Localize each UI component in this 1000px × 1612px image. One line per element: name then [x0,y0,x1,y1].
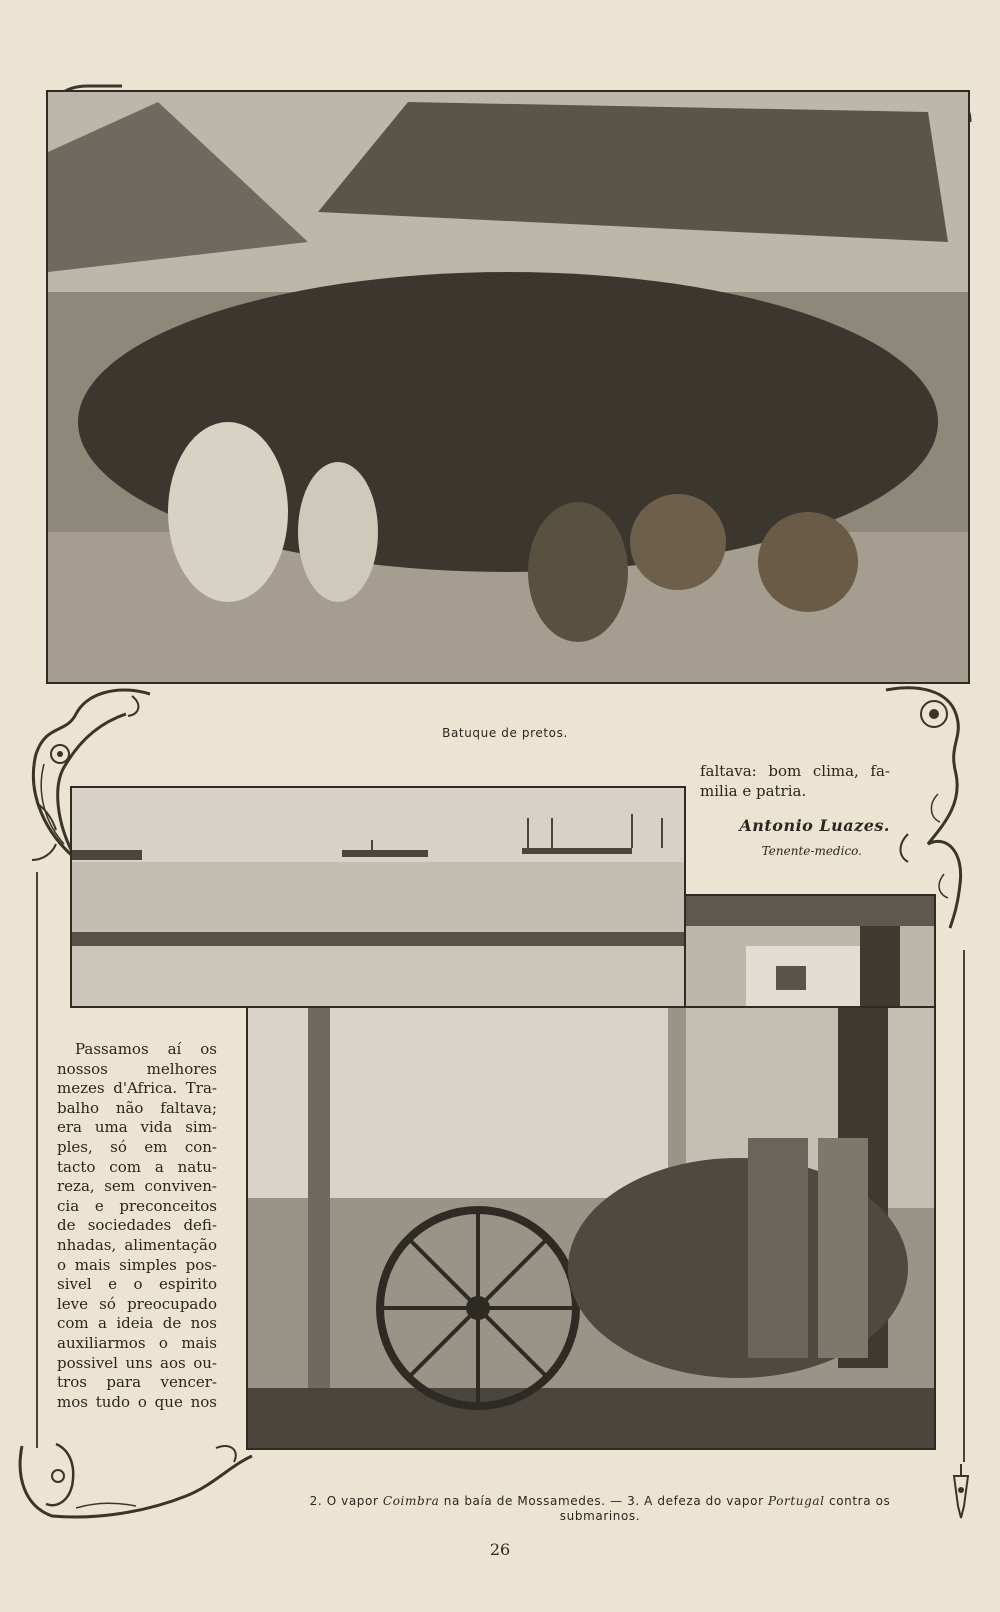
photo-batuque [46,90,970,684]
frame-line-left [36,872,38,1448]
column-text-line: era uma vida sim- [57,1118,217,1137]
column-text-line: nossos melhores [57,1059,217,1078]
caption-2-text: na baía de Mossamedes. — 3. A defeza do vapor [439,1494,769,1508]
caption-figures-2-3 [270,1494,930,1524]
caption-figure-1: Batuque de pretos. [442,726,568,740]
caption-2-number: 2. O vapor [309,1494,383,1508]
column-text-line: auxiliarmos o mais [57,1333,217,1352]
ornament-bottom-right-finial [946,1462,976,1522]
column-text-line: cia e preconceitos [57,1196,217,1215]
column-text [57,1040,217,1412]
caption-ship-portugal: Portugal [768,1494,825,1508]
article-end-line: milia e patria. [700,781,807,800]
column-text-line: mezes d'Africa. Tra- [57,1079,217,1098]
caption-ship-coimbra: Coimbra [382,1494,440,1508]
ornament-bottom-left-scroll [16,1436,256,1526]
column-text-line: tros para vencer- [57,1373,217,1392]
column-text-line: possivel uns aos ou- [57,1353,217,1372]
column-text-line: leve só preocupado [57,1294,217,1313]
column-text-line: o mais simples pos- [57,1255,217,1274]
article-end-line: faltava: bom clima, fa- [700,762,890,780]
column-text-line: tacto com a natu- [57,1157,217,1176]
page-number: 26 [489,1540,511,1559]
column-text-line: mos tudo o que nos [57,1392,217,1411]
column-text-line: de sociedades defi- [57,1216,217,1235]
author-name: Antonio Luazes. [739,816,890,835]
author-title: Tenente-medico. [761,844,862,858]
photo-vapor-portugal-upper [684,894,936,1016]
caption-second-line: submarinos. [559,1509,641,1523]
column-text-line: reza, sem conviven- [57,1177,217,1196]
photo-vapor-portugal [246,1006,936,1450]
photo-vapor-coimbra [70,786,686,1008]
frame-line-right [963,950,965,1462]
column-text-line: Passamos aí os [75,1040,217,1058]
column-text-line: balho não faltava; [57,1098,217,1117]
caption-3-text: contra os [824,1494,891,1508]
column-text-line: sivel e o espirito [57,1275,217,1294]
column-text-line: ples, só em con- [57,1137,217,1156]
article-end-text [700,762,890,801]
column-text-line: nhadas, alimentação [57,1235,217,1254]
column-text-line: com a ideia de nos [57,1314,217,1333]
